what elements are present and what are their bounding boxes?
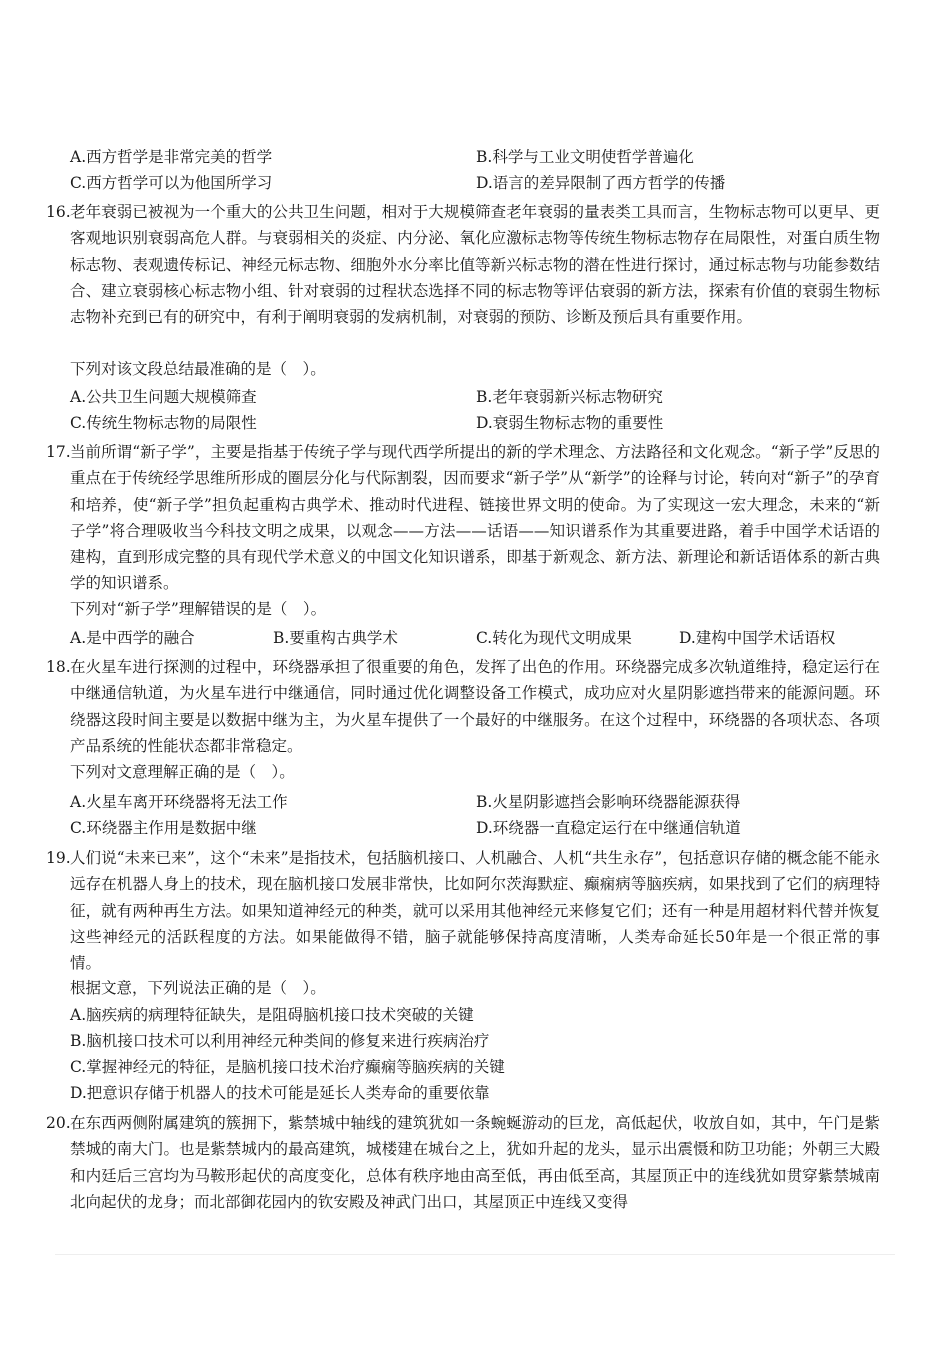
q19-option-a[interactable]: A.脑疾病的病理特征缺失，是阻碍脑机接口技术突破的关键 xyxy=(70,1006,474,1024)
q18-option-a[interactable]: A.火星车离开环绕器将无法工作 xyxy=(70,793,288,811)
q18-options-row1 xyxy=(70,790,890,812)
question-text: 老年衰弱已被视为一个重大的公共卫生问题，相对于大规模筛查老年衰弱的量表类工具而言，生物标志物可以更早、更客观地识别衰弱高危人群。与衰弱相关的炎症、内分泌、氧化应激标志物等传统生物标志物存在局限性，对蛋白质生物标志物、表观遗传标记、神经元标志物、细胞外水分率比值等新兴标志物的潜在性进行探讨，通过标志物与功能参数结合、建立衰弱核心标志物小组、针对衰弱的过程状态选择不同的标志物等评估衰弱的新方法，探索有价值的衰弱生物标志物补充到已有的研究中，有利于阐明衰弱的发病机制，对衰弱的预防、诊断及预后具有重要作用。 xyxy=(70,203,880,327)
q18-options-row2 xyxy=(70,816,890,838)
question-text: 在东西两侧附属建筑的簇拥下，紫禁城中轴线的建筑犹如一条蜿蜒游动的巨龙，高低起伏，收放自如，其中，午门是紫禁城的南大门。也是紫禁城内的最高建筑，城楼建在城台之上，犹如升起的龙头，显示出震慑和防卫功能；外朝三大殿和内廷后三宫均为马鞍形起伏的高度变化，总体有秩序地由高至低，再由低至高，其屋顶正中的连线犹如贯穿紫禁城南北向起伏的龙身；而北部御花园内的钦安殿及神武门出口，其屋顶正中连线又变得 xyxy=(70,1114,880,1211)
q16-option-d[interactable]: D.衰弱生物标志物的重要性 xyxy=(476,414,664,432)
question-number: 20. xyxy=(46,1114,71,1132)
q15-option-c[interactable]: C.西方哲学可以为他国所学习 xyxy=(70,174,273,192)
question-20 xyxy=(46,1110,880,1215)
question-number: 18. xyxy=(46,658,71,676)
q18-option-c[interactable]: C.环绕器主作用是数据中继 xyxy=(70,819,257,837)
q19-prompt: 根据文意，下列说法正确的是（ ）。 xyxy=(70,979,326,997)
q16-options-row2 xyxy=(70,411,890,433)
question-16 xyxy=(46,199,880,330)
q18-option-d[interactable]: D.环绕器一直稳定运行在中继通信轨道 xyxy=(476,819,741,837)
q16-prompt: 下列对该文段总结最准确的是（ ）。 xyxy=(70,360,326,378)
q15-option-d[interactable]: D.语言的差异限制了西方哲学的传播 xyxy=(476,174,726,192)
q15-option-a[interactable]: A.西方哲学是非常完美的哲学 xyxy=(70,148,273,166)
q17-options-row xyxy=(70,626,890,648)
question-text: 在火星车进行探测的过程中，环绕器承担了很重要的角色，发挥了出色的作用。环绕器完成多次轨道维持，稳定运行在中继通信轨道，为火星车进行中继通信，同时通过优化调整设备工作模式，成功应对火星阴影遮挡带来的能源问题。环绕器这段时间主要是以数据中继为主，为火星车提供了一个最好的中继服务。在这个过程中，环绕器的各项状态、各项产品系统的性能状态都非常稳定。 xyxy=(70,658,880,755)
question-17 xyxy=(46,439,880,597)
q17-prompt: 下列对“新子学”理解错误的是（ ）。 xyxy=(70,600,327,618)
question-number: 19. xyxy=(46,849,71,867)
q18-prompt: 下列对文意理解正确的是（ ）。 xyxy=(70,763,295,781)
question-number: 16. xyxy=(46,203,71,221)
question-text: 人们说“未来已来”，这个“未来”是指技术，包括脑机接口、人机融合、人机“共生永存”，包括意识存储的概念能不能永远存在机器人身上的技术，现在脑机接口发展非常快，比如阿尔茨海默症、癫痫病等脑疾病，如果找到了它们的病理特征，就有两种再生方法。如果知道神经元的种类，就可以采用其他神经元来修复它们；还有一种是用超材料代替并恢复这些神经元的活跃程度的方法。如果能做得不错，脑子就能够保持高度清晰，人类寿命延长50年是一个很正常的事情。 xyxy=(70,849,880,973)
q16-option-b[interactable]: B.老年衰弱新兴标志物研究 xyxy=(476,388,663,406)
q15-options-row1 xyxy=(70,145,890,167)
q19-option-d[interactable]: D.把意识存储于机器人的技术可能是延长人类寿命的重要依靠 xyxy=(70,1084,490,1102)
question-text: 当前所谓“新子学”，主要是指基于传统子学与现代西学所提出的新的学术理念、方法路径和文化观念。“新子学”反思的重点在于传统经学思维所形成的圈层分化与代际割裂，因而要求“新子学”从“新学”的诠释与讨论，转向对“新子”的孕育和培养，使“新子学”担负起重构古典学术、推动时代进程、链接世界文明的使命。为了实现这一宏大理念，未来的“新子学”将合理吸收当今科技文明之成果，以观念——方法——话语——知识谱系作为其重要进路，着手中国学术话语的建构，直到形成完整的具有现代学术意义的中国文化知识谱系，即基于新观念、新方法、新理论和新话语体系的新古典学的知识谱系。 xyxy=(70,443,880,593)
q17-option-a[interactable]: A.是中西学的融合 xyxy=(70,629,195,647)
q17-option-b[interactable]: B.要重构古典学术 xyxy=(273,629,398,647)
q17-option-d[interactable]: D.建构中国学术话语权 xyxy=(679,629,836,647)
q19-option-b[interactable]: B.脑机接口技术可以利用神经元种类间的修复来进行疾病治疗 xyxy=(70,1032,490,1050)
q15-option-b[interactable]: B.科学与工业文明使哲学普遍化 xyxy=(476,148,694,166)
question-19 xyxy=(46,845,880,976)
q15-options-row2 xyxy=(70,171,890,193)
q17-option-c[interactable]: C.转化为现代文明成果 xyxy=(476,629,632,647)
q16-option-c[interactable]: C.传统生物标志物的局限性 xyxy=(70,414,257,432)
q19-option-c[interactable]: C.掌握神经元的特征，是脑机接口技术治疗癫痫等脑疾病的关键 xyxy=(70,1058,505,1076)
q16-options-row1 xyxy=(70,385,890,407)
q18-option-b[interactable]: B.火星阴影遮挡会影响环绕器能源获得 xyxy=(476,793,741,811)
question-18 xyxy=(46,654,880,759)
page-bottom-divider xyxy=(55,1254,895,1255)
question-number: 17. xyxy=(46,443,71,461)
q16-option-a[interactable]: A.公共卫生问题大规模筛查 xyxy=(70,388,257,406)
